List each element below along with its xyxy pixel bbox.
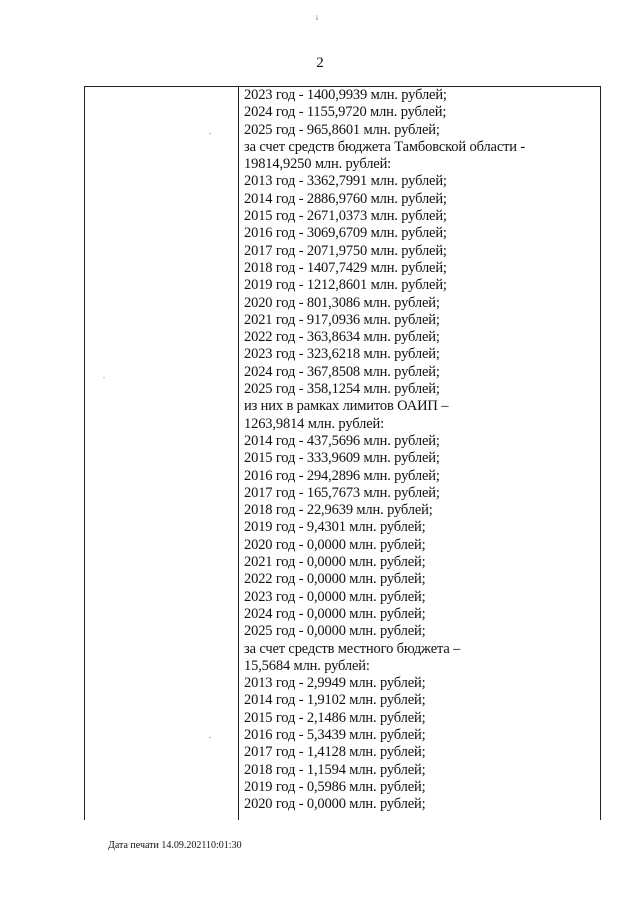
funding-line: 2019 год - 1212,8601 млн. рублей;: [244, 277, 447, 294]
funding-line: из них в рамках лимитов ОАИП –: [244, 398, 449, 415]
funding-line: 2015 год - 2,1486 млн. рублей;: [244, 709, 426, 726]
funding-line: 2024 год - 367,8508 млн. рублей;: [244, 363, 440, 380]
funding-line: 2021 год - 917,0936 млн. рублей;: [244, 311, 440, 328]
funding-line: 2018 год - 1,1594 млн. рублей;: [244, 761, 426, 778]
funding-line: 2017 год - 2071,9750 млн. рублей;: [244, 242, 447, 259]
funding-line: 2014 год - 437,5696 млн. рублей;: [244, 432, 440, 449]
funding-line: 2018 год - 22,9639 млн. рублей;: [244, 502, 433, 519]
funding-line: 2024 год - 1155,9720 млн. рублей;: [244, 104, 447, 121]
funding-line: 2019 год - 9,4301 млн. рублей;: [244, 519, 426, 536]
scan-dot: [209, 133, 211, 134]
funding-line: за счет средств бюджета Тамбовской области -: [244, 138, 526, 155]
funding-line: 2023 год - 0,0000 млн. рублей;: [244, 588, 426, 605]
funding-line: 2022 год - 0,0000 млн. рублей;: [244, 571, 426, 588]
funding-line: 2015 год - 333,9609 млн. рублей;: [244, 450, 440, 467]
funding-line: 2014 год - 2886,9760 млн. рублей;: [244, 190, 447, 207]
funding-line: 15,5684 млн. рублей:: [244, 657, 370, 674]
funding-line: 2014 год - 1,9102 млн. рублей;: [244, 692, 426, 709]
scan-dot: [209, 737, 211, 738]
funding-line: 2020 год - 801,3086 млн. рублей;: [244, 294, 440, 311]
page-number: 2: [316, 55, 324, 71]
funding-line: 2019 год - 0,5986 млн. рублей;: [244, 778, 426, 795]
funding-line: 2023 год - 323,6218 млн. рублей;: [244, 346, 440, 363]
funding-details-cell: [244, 87, 598, 813]
funding-line: за счет средств местного бюджета –: [244, 640, 461, 657]
funding-line: 2023 год - 1400,9939 млн. рублей;: [244, 87, 447, 103]
funding-line: 2017 год - 165,7673 млн. рублей;: [244, 484, 440, 501]
funding-line: 2017 год - 1,4128 млн. рублей;: [244, 744, 426, 761]
funding-line: 2018 год - 1407,7429 млн. рублей;: [244, 259, 447, 276]
funding-line: 2016 год - 294,2896 млн. рублей;: [244, 467, 440, 484]
funding-line: 19814,9250 млн. рублей:: [244, 156, 392, 173]
funding-line: 2025 год - 358,1254 млн. рублей;: [244, 381, 440, 398]
funding-line: 2025 год - 965,8601 млн. рублей;: [244, 121, 440, 138]
funding-line: 2015 год - 2671,0373 млн. рублей;: [244, 208, 447, 225]
funding-line: 2020 год - 0,0000 млн. рублей;: [244, 536, 426, 553]
funding-line: 2022 год - 363,8634 млн. рублей;: [244, 329, 440, 346]
funding-line: 2020 год - 0,0000 млн. рублей;: [244, 796, 426, 813]
funding-line: 2016 год - 3069,6709 млн. рублей;: [244, 225, 447, 242]
scan-mark: i: [316, 14, 318, 22]
funding-line: 2013 год - 3362,7991 млн. рублей;: [244, 173, 447, 190]
funding-line: 2013 год - 2,9949 млн. рублей;: [244, 675, 426, 692]
column-divider: [238, 87, 239, 820]
funding-line: 1263,9814 млн. рублей:: [244, 415, 384, 432]
funding-line: 2021 год - 0,0000 млн. рублей;: [244, 554, 426, 571]
funding-line: 2024 год - 0,0000 млн. рублей;: [244, 605, 426, 622]
funding-line: 2016 год - 5,3439 млн. рублей;: [244, 726, 426, 743]
print-date-footer: Дата печати 14.09.202110:01:30: [108, 840, 242, 851]
funding-table: [84, 86, 601, 820]
funding-line: 2025 год - 0,0000 млн. рублей;: [244, 623, 426, 640]
scan-dot: [103, 377, 105, 378]
